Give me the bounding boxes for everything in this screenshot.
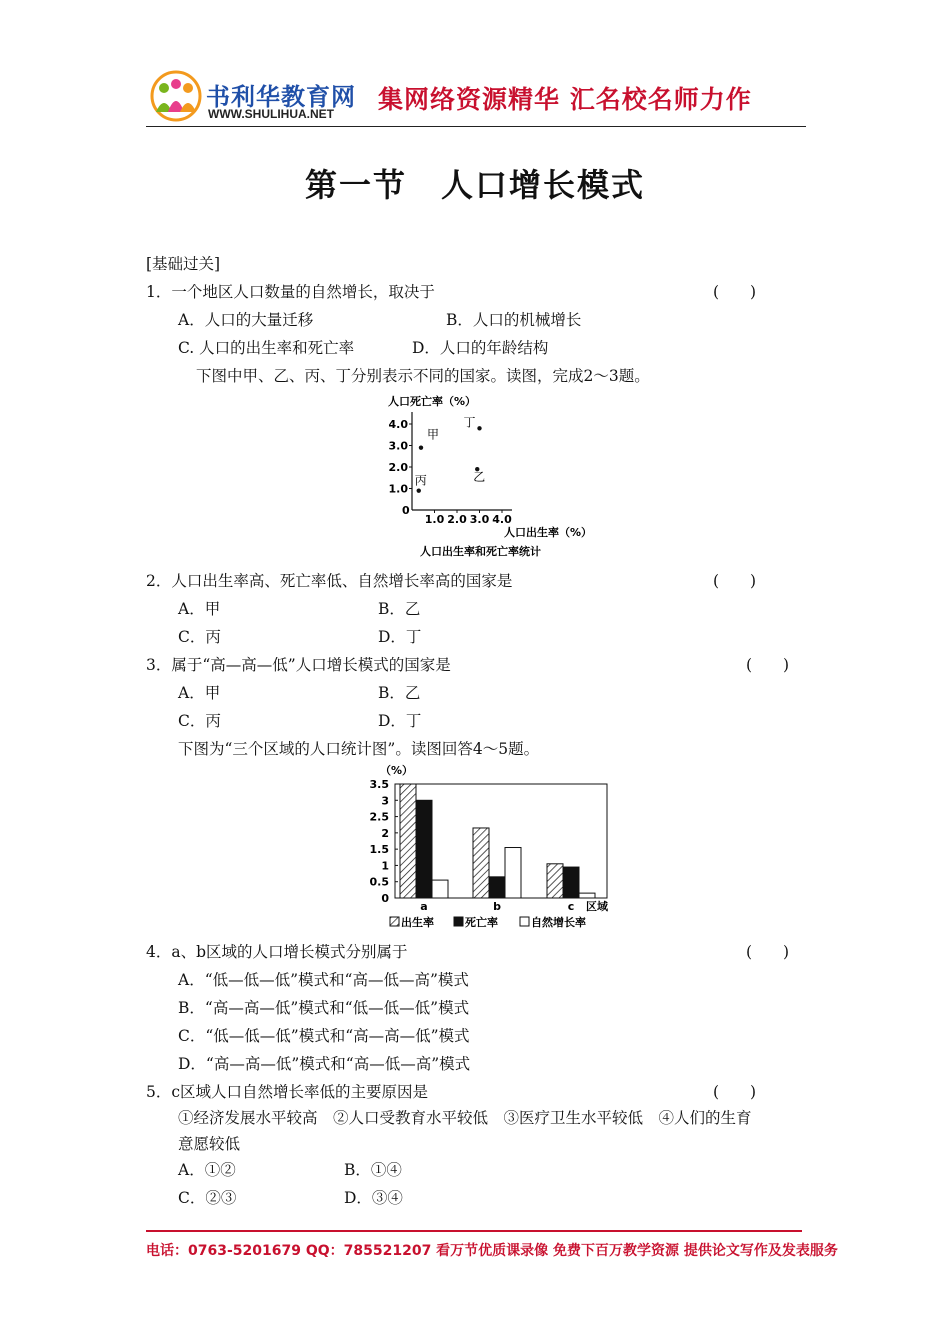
brand-url: WWW.SHULIHUA.NET: [208, 107, 334, 121]
bar-y-tick-label: 2.5: [369, 810, 389, 824]
q4-option-c: C．“低—低—低”模式和“高—高—低”模式: [178, 1027, 470, 1045]
scatter-y-tick-label: 2.0: [388, 461, 408, 474]
bar-category-label: a: [420, 900, 428, 913]
brand-name: 书利华教育网: [206, 83, 356, 111]
q5-items-line1: ①经济发展水平较高 ②人口受教育水平较低 ③医疗卫生水平较低 ④人们的生育: [178, 1109, 752, 1127]
bar-legend-swatch: [390, 917, 399, 926]
q3-stem: 3．属于“高—高—低”人口增长模式的国家是: [146, 656, 451, 674]
q4-stem: 4．a、b区域的人口增长模式分别属于: [146, 943, 408, 961]
q2-stem: 2．人口出生率高、死亡率低、自然增长率高的国家是: [146, 572, 513, 590]
bar-legend-label: 出生率: [401, 916, 434, 929]
q3-option-d: D．丁: [378, 712, 422, 730]
scatter-x-tick-label: 1.0: [424, 513, 445, 526]
footer-rule: [146, 1230, 802, 1232]
footer-contact: 电话：0763-5201679 QQ：785521207 看万节优质课录像 免费下百万教学资源 提供论文写作及发表服务: [146, 1243, 838, 1259]
q4-option-b: B．“高—高—低”模式和“低—低—低”模式: [178, 999, 470, 1017]
q4-answer-paren: ( ): [746, 943, 790, 961]
q5-option-b: B．①④: [344, 1161, 402, 1179]
bar-b-series-1: [489, 877, 505, 898]
bar-y-tick-label: 3: [381, 794, 389, 808]
scatter-point: [419, 445, 423, 449]
q4-option-d: D．“高—高—低”模式和“高—低—高”模式: [178, 1055, 471, 1073]
scatter-x-tick-label: 4.0: [492, 513, 512, 526]
scatter-title: 人口出生率和死亡率统计: [420, 545, 541, 558]
scatter-point: [477, 426, 481, 430]
scatter-origin: 0: [402, 504, 410, 517]
q5-option-d: D．③④: [344, 1189, 403, 1207]
bar-legend-label: 死亡率: [465, 916, 498, 929]
scatter-chart: [380, 390, 610, 562]
people-logo-icon: [150, 70, 202, 122]
header-rule: [146, 126, 806, 127]
bar-legend-swatch: [454, 917, 463, 926]
header: [0, 0, 950, 130]
bar-legend-swatch: [520, 917, 529, 926]
scatter-point-label: 乙: [473, 470, 486, 485]
bar-c-series-0: [547, 864, 563, 898]
bar-y-tick-label: 1: [381, 859, 389, 873]
scatter-ylabel: 人口死亡率（%）: [388, 395, 477, 408]
scatter-point-label: 甲: [427, 427, 440, 442]
scatter-point-label: 丁: [463, 415, 476, 430]
q1-option-c: C. 人口的出生率和死亡率: [178, 339, 355, 357]
q3-option-a: A．甲: [178, 684, 221, 702]
section-label: [基础过关]: [146, 255, 221, 273]
bar-b-series-2: [505, 848, 521, 898]
q3-answer-paren: ( ): [746, 656, 790, 674]
q1-answer-paren: ( ): [713, 283, 757, 301]
q1-option-b: B．人口的机械增长: [446, 311, 582, 329]
q5-option-a: A．①②: [178, 1161, 236, 1179]
bar-category-label: c: [567, 900, 575, 913]
bar-c-series-2: [579, 893, 595, 898]
scatter-y-tick-label: 1.0: [388, 482, 408, 496]
bar-xlabel: 区域: [586, 900, 608, 913]
q1-stem: 1．一个地区人口数量的自然增长，取决于: [146, 283, 435, 301]
q5-answer-paren: ( ): [713, 1083, 757, 1101]
bar-y-tick-label: 0.5: [369, 875, 389, 889]
q3-option-b: B．乙: [378, 684, 421, 702]
bar-a-series-2: [432, 880, 448, 898]
q5-option-c: C．②③: [178, 1189, 237, 1207]
q1-option-d: D．人口的年龄结构: [412, 339, 549, 357]
intro-4-5: 下图为“三个区域的人口统计图”。读图回答4～5题。: [178, 740, 540, 758]
q2-answer-paren: ( ): [713, 572, 757, 590]
bar-c-series-1: [563, 867, 579, 898]
scatter-y-tick-label: 3.0: [388, 439, 408, 453]
scatter-point: [417, 488, 421, 492]
bar-legend-label: 自然增长率: [531, 916, 586, 929]
scatter-x-tick-label: 3.0: [469, 513, 490, 526]
scatter-point-label: 丙: [414, 473, 427, 488]
bar-b-series-0: [473, 828, 489, 898]
slogan: 集网络资源精华 汇名校名师力作: [378, 85, 752, 114]
q4-option-a: A．“低—低—低”模式和“高—低—高”模式: [178, 971, 469, 989]
bar-chart: [362, 762, 622, 934]
q5-stem: 5．c区域人口自然增长率低的主要原因是: [146, 1083, 429, 1101]
bar-ylabel: （%）: [380, 764, 414, 777]
q5-items-line2: 意愿较低: [178, 1135, 241, 1153]
page-title: 第一节 人口增长模式: [304, 166, 645, 204]
bar-a-series-0: [400, 784, 416, 898]
scatter-y-tick-label: 4.0: [388, 418, 408, 431]
q2-option-c: C．丙: [178, 628, 221, 646]
q3-option-c: C．丙: [178, 712, 221, 730]
bar-y-tick-label: 2: [381, 826, 389, 840]
bar-y-tick-label: 3.5: [369, 778, 389, 791]
q1-option-a: A．人口的大量迁移: [178, 311, 314, 329]
q2-option-d: D．丁: [378, 628, 422, 646]
bar-category-label: b: [493, 900, 501, 913]
q2-option-b: B．乙: [378, 600, 421, 618]
scatter-x-tick-label: 2.0: [447, 513, 467, 526]
bar-a-series-1: [416, 800, 432, 898]
intro-2-3: 下图中甲、乙、丙、丁分别表示不同的国家。读图，完成2～3题。: [196, 367, 650, 385]
q2-option-a: A．甲: [178, 600, 221, 618]
bar-y-tick-label: 1.5: [369, 843, 389, 857]
scatter-xlabel: 人口出生率（%）: [504, 526, 593, 539]
bar-y-tick-label: 0: [381, 892, 389, 905]
